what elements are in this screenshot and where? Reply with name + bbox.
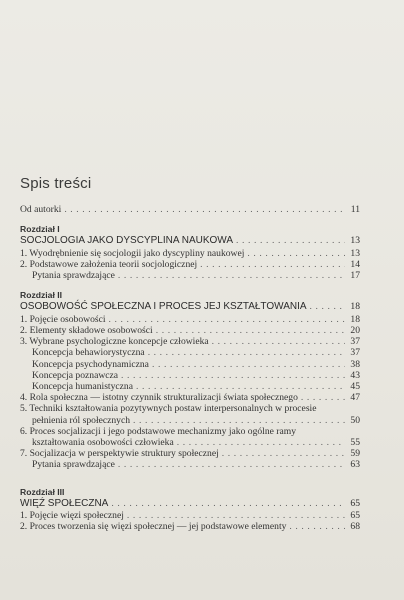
chapter-page: 13	[350, 235, 360, 247]
entry-text-line2: pełnienia ról społecznych	[32, 414, 131, 426]
entry-page: 68	[350, 521, 360, 533]
entry-text: Koncepcja poznawcza	[32, 369, 119, 381]
leader-dots	[289, 521, 345, 532]
leader-dots	[156, 325, 345, 336]
entry-text: Koncepcja psychodynamiczna	[32, 358, 149, 370]
entry-page: 43	[350, 369, 360, 381]
leader-dots	[111, 498, 345, 511]
toc-entry	[20, 270, 360, 281]
leader-dots	[236, 235, 345, 248]
toc-entry	[20, 336, 360, 347]
leader-dots	[200, 259, 345, 270]
chapter-label: Rozdział II	[20, 290, 63, 301]
toc-entry	[20, 314, 360, 325]
entry-page: 65	[350, 510, 360, 522]
toc-entry	[20, 359, 360, 370]
entry-text: Od autorki	[20, 204, 62, 215]
entry-text: Pytania sprawdzające	[32, 459, 115, 471]
chapter-label: Rozdział III	[20, 486, 65, 497]
toc-entry	[20, 325, 360, 336]
entry-page: 37	[350, 336, 360, 348]
toc-entry	[20, 259, 360, 270]
toc-entry-multiline	[20, 426, 360, 437]
chapter-1	[20, 224, 360, 281]
toc-entry	[20, 448, 360, 459]
toc-entry-intro	[20, 204, 360, 215]
toc-entry-multiline-cont	[20, 415, 360, 426]
entry-page: 17	[350, 270, 360, 282]
entry-text: 7. Socjalizacja w perspektywie struktury społecznej	[20, 448, 219, 460]
toc-entry	[20, 381, 360, 392]
entry-page: 47	[350, 392, 360, 404]
chapter-page: 65	[350, 497, 360, 509]
toc-entry	[20, 347, 360, 358]
entry-text: 3. Wybrane psychologiczne koncepcje człowieka	[20, 336, 209, 348]
chapter-title-text: SOCJOLOGIA JAKO DYSCYPLINA NAUKOWA	[20, 235, 234, 247]
entry-text-line1: 5. Techniki kształtowania pozytywnych postaw interpersonalnych w procesie	[20, 403, 317, 415]
entry-page: 11	[350, 204, 360, 215]
chapter-title	[20, 498, 360, 511]
toc-entry	[20, 459, 360, 470]
chapter-title-text: WIĘŹ SPOŁECZNA	[20, 497, 109, 509]
toc-entry	[20, 510, 360, 521]
leader-dots	[152, 359, 345, 370]
entry-page: 55	[350, 437, 360, 449]
entry-page: 63	[350, 459, 360, 471]
leader-dots	[148, 347, 345, 358]
chapter-title	[20, 301, 360, 314]
leader-dots	[222, 448, 345, 459]
leader-dots	[177, 437, 345, 448]
entry-page: 20	[350, 325, 360, 337]
entry-text-line1: 6. Proces socjalizacji i jego podstawowe mechanizmy jako ogólne ramy	[20, 425, 297, 437]
leader-dots	[127, 510, 345, 521]
toc-entry-multiline-cont	[20, 437, 360, 448]
leader-dots	[118, 459, 345, 470]
chapter-title	[20, 235, 360, 248]
leader-dots	[121, 370, 345, 381]
leader-dots	[212, 336, 345, 347]
entry-page: 38	[350, 358, 360, 370]
entry-text: 2. Podstawowe założenia teorii socjologicznej	[20, 258, 198, 270]
toc-entry	[20, 370, 360, 381]
leader-dots	[133, 415, 345, 426]
entry-page: 50	[350, 414, 360, 426]
entry-text: 4. Rola społeczna — istotny czynnik strukturalizacji świata społecznego	[20, 392, 298, 404]
entry-text: 1. Wyodrębnienie się socjologii jako dyscypliny naukowej	[20, 247, 245, 259]
entry-text: 1. Pojęcie osobowości	[20, 313, 106, 325]
toc-entry	[20, 248, 360, 259]
leader-dots	[301, 392, 345, 403]
toc-title: Spis treści	[20, 175, 92, 192]
chapter-page: 18	[350, 301, 360, 313]
entry-page: 37	[350, 347, 360, 359]
entry-text-line2: kształtowania osobowości człowieka	[32, 437, 174, 449]
entry-page: 14	[350, 258, 360, 270]
toc-entry	[20, 392, 360, 403]
leader-dots	[247, 248, 345, 259]
entry-text: 2. Elementy składowe osobowości	[20, 325, 153, 337]
entry-page: 59	[350, 448, 360, 460]
entry-page: 45	[350, 381, 360, 393]
leader-dots	[109, 314, 345, 325]
table-of-contents	[20, 174, 360, 533]
entry-text: Pytania sprawdzające	[32, 270, 115, 282]
leader-dots	[310, 301, 345, 314]
entry-text: Koncepcja humanistyczna	[32, 381, 133, 393]
entry-text: 1. Pojęcie więzi społecznej	[20, 510, 124, 522]
chapter-3	[20, 487, 360, 533]
entry-text: 2. Proces tworzenia się więzi społecznej — jej podstawowe elementy	[20, 521, 287, 533]
entry-page: 13	[350, 247, 360, 259]
toc-entry	[20, 521, 360, 532]
chapter-title-text: OSOBOWOŚĆ SPOŁECZNA I PROCES JEJ KSZTAŁTOWANIA	[20, 301, 307, 313]
toc-entry-multiline	[20, 403, 360, 414]
entry-text: Koncepcja behawiorystyczna	[32, 347, 145, 359]
chapter-label: Rozdział I	[20, 224, 60, 235]
chapter-2	[20, 290, 360, 470]
leader-dots	[64, 204, 345, 215]
entry-page: 18	[350, 313, 360, 325]
leader-dots	[118, 270, 345, 281]
leader-dots	[136, 381, 345, 392]
